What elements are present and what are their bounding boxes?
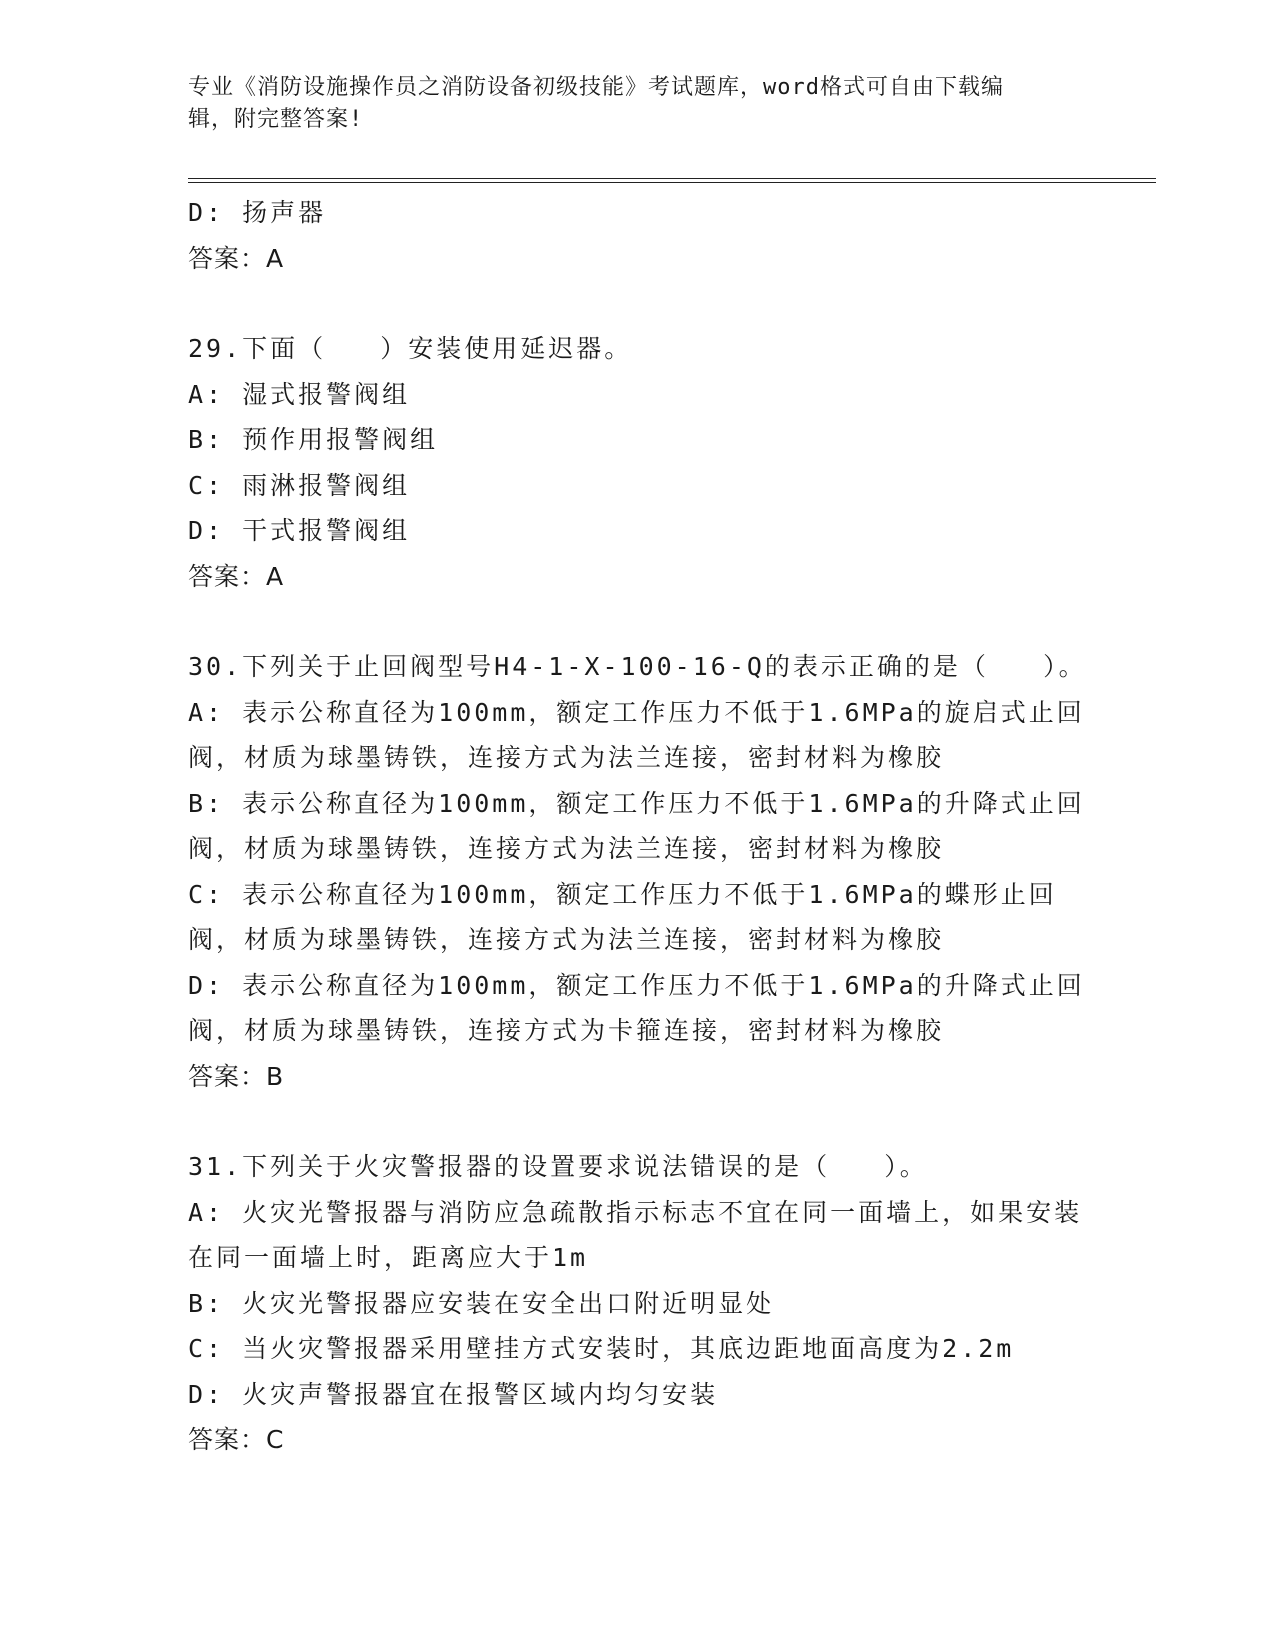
question-29 <box>188 326 1088 599</box>
header-divider-bottom <box>188 182 1156 183</box>
question-30 <box>188 644 1088 1099</box>
option-c: C: 表示公称直径为100mm，额定工作压力不低于1.6MPa的蝶形止回阀，材质为球墨铸铁，连接方式为法兰连接，密封材料为橡胶 <box>188 879 1057 954</box>
answer-line: 答案：A <box>188 243 285 273</box>
previous-question-tail <box>188 190 1088 281</box>
option-a: A: 湿式报警阀组 <box>188 379 411 409</box>
option-d: D: 扬声器 <box>188 198 327 227</box>
header-divider-top <box>188 178 1156 179</box>
question-31 <box>188 1144 1088 1463</box>
option-b: B: 表示公称直径为100mm，额定工作压力不低于1.6MPa的升降式止回阀，材质为球墨铸铁，连接方式为法兰连接，密封材料为橡胶 <box>188 788 1085 863</box>
option-b: B: 预作用报警阀组 <box>188 425 439 454</box>
spacer <box>188 599 1088 644</box>
option-c: C: 当火灾警报器采用壁挂方式安装时，其底边距地面高度为2.2m <box>188 1334 1015 1363</box>
answer-line: 答案：B <box>188 1061 285 1091</box>
option-d: D: 干式报警阀组 <box>188 516 411 545</box>
header-line-1: 专业《消防设施操作员之消防设备初级技能》考试题库，word格式可自由下载编 <box>188 75 1004 100</box>
question-stem: 29.下面（ ）安装使用延迟器。 <box>188 334 633 363</box>
option-d: D: 火灾声警报器宜在报警区域内均匀安装 <box>188 1379 719 1409</box>
answer-line: 答案：C <box>188 1425 285 1454</box>
option-d: D: 表示公称直径为100mm，额定工作压力不低于1.6MPa的升降式止回阀，材质为球墨铸铁，连接方式为卡箍连接，密封材料为橡胶 <box>188 970 1085 1045</box>
question-stem: 30.下列关于止回阀型号H4-1-X-100-16-Q的表示正确的是（ ）。 <box>188 652 1087 681</box>
document-header <box>188 72 1068 136</box>
option-a: A: 火灾光警报器与消防应急疏散指示标志不宜在同一面墙上，如果安装在同一面墙上时，距离应大于1m <box>188 1197 1083 1272</box>
question-stem: 31.下列关于火灾警报器的设置要求说法错误的是（ ）。 <box>188 1152 928 1181</box>
option-b: B: 火灾光警报器应安装在安全出口附近明显处 <box>188 1288 775 1318</box>
option-c: C: 雨淋报警阀组 <box>188 470 411 500</box>
spacer <box>188 281 1088 326</box>
answer-line: 答案：A <box>188 561 285 591</box>
option-a: A: 表示公称直径为100mm，额定工作压力不低于1.6MPa的旋启式止回阀，材质为球墨铸铁，连接方式为法兰连接，密封材料为橡胶 <box>188 697 1085 772</box>
spacer <box>188 1099 1088 1144</box>
header-line-2: 辑，附完整答案! <box>188 107 364 132</box>
question-content <box>188 190 1088 1463</box>
